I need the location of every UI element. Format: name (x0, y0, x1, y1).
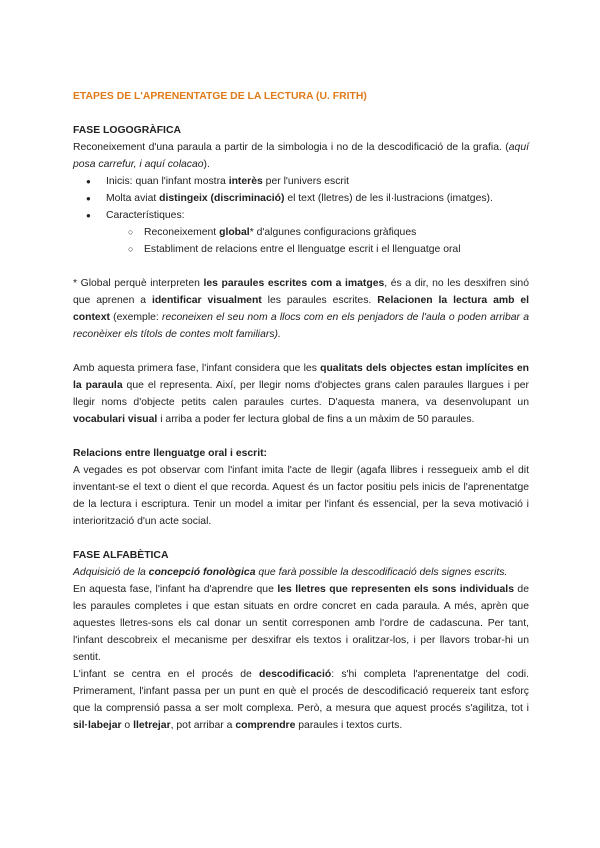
italic-intro (73, 564, 529, 581)
text: les paraules escrites. (261, 295, 378, 306)
text: Inicis: quan l'infant mostra (106, 176, 229, 187)
bold-text: les lletres que representen els sons individuals (277, 584, 514, 595)
text: i arriba a poder fer lectura global de fins a un màxim de 50 paraules. (157, 414, 475, 425)
bold-text: qualitats dels objectes estan implícites en la paraula (73, 363, 529, 391)
bold-italic-text: concepció fonològica (148, 567, 256, 578)
example-text: aquí posa carrefur, i aquí colacao (73, 142, 529, 170)
bold-text: lletrejar (133, 720, 171, 731)
text: , és a dir, no les desxifren sinó que aprenen a (73, 278, 529, 306)
bold-text: sil·labejar (73, 720, 122, 731)
text: L'infant se centra en el procés de (73, 669, 260, 680)
paragraph (73, 581, 529, 666)
text: que el representa. Així, per llegir noms d'objectes grans calen paraules llargues i per llegir noms d'objecte petits calen paraules curtes. D'aquesta manera, va desenvolupant un (73, 380, 529, 408)
bold-text: les paraules escrites com a imatges (203, 278, 385, 289)
bold-text: comprendre (235, 720, 296, 731)
bold-text: Relacionen la lectura amb el context (73, 295, 529, 323)
bold-text: identificar visualment (151, 295, 262, 306)
paragraph (73, 139, 529, 173)
bold-text: vocabulari visual (73, 414, 158, 425)
document-page (73, 88, 529, 734)
text: Molta aviat (106, 193, 160, 204)
text: paraules i textos curts. (295, 720, 403, 731)
text: o (121, 720, 134, 731)
list-item: ● Característiques: (73, 207, 529, 224)
paragraph (73, 360, 529, 428)
paragraph: A vegades es pot observar com l'infant imita l'acte de llegir (agafa llibres i ressegueix amb el dit inventant-se el text o dient el que recorda. Aquest és un factor positiu pels inicis de l'aprenentatge de la lectura i escriptura. Tenir un model a imitar per l'infant és essencial, per la seva motivació i interiorització d'un acte social. (73, 465, 529, 527)
text: * Global perquè interpreten (73, 278, 204, 289)
list-item (73, 173, 529, 190)
text: ( (505, 142, 509, 153)
document-title: ETAPES DE L'APRENENTATGE DE LA LECTURA (U. FRITH) (73, 91, 367, 102)
text: En aquesta fase, l'infant ha d'aprendre que (73, 584, 278, 595)
bold-text: distingeix (discriminació) (159, 193, 285, 204)
list-item (73, 190, 529, 207)
section-heading-alfabetica: FASE ALFABÈTICA (73, 550, 169, 561)
text: Reconeixement d'una paraula a partir de la simbologia i no de la descodificació de la grafia. (73, 142, 502, 153)
footnote-paragraph (73, 275, 529, 343)
section-heading-relacions: Relacions entre llenguatge oral i escrit: (73, 448, 268, 459)
italic-text: reconeixen el seu nom a llocs com en els penjadors de l'aula o poden arribar a reconèixer els títols de contes molt familiars). (73, 312, 529, 340)
text: , pot arribar a (170, 720, 236, 731)
text: : s'hi completa l'aprenentatge del codi. Primerament, l'infant passa per un punt en què el procés de descodificació requereix tant esforç que la comprensió passa a ser molt complexa. Però, a mesura que aquest procés s'agilitza, tot i (73, 669, 529, 714)
italic-text: Adquisició de la (73, 567, 149, 578)
bullet-list (73, 173, 529, 258)
text: (exemple: (109, 312, 163, 323)
text: de les paraules completes i que estan situats en ordre concret en cada paraula. A més, aprèn que aquestes lletres-sons els cal donar un sentit corresponen amb l'ordre de cadascuna. Per tant, l'infant descobreix el mecanisme per desxifrar els textos i oralitzar-los, i per llavors trobar-hi un sentit. (73, 584, 529, 663)
text: Reconeixement (144, 227, 220, 238)
text: Amb aquesta primera fase, l'infant considera que les (73, 363, 321, 374)
text: per l'univers escrit (262, 176, 350, 187)
section-heading-logografica: FASE LOGOGRÀFICA (73, 125, 181, 136)
bold-text: global (219, 227, 250, 238)
bold-text: interès (228, 176, 263, 187)
paragraph (73, 666, 529, 734)
text: * d'algunes configuracions gràfiques (249, 227, 417, 238)
bold-text: descodificació (259, 669, 332, 680)
italic-text: que farà possible la descodificació dels signes escrits. (255, 567, 508, 578)
sub-list-item: ○ Establiment de relacions entre el llenguatge escrit i el llenguatge oral (73, 241, 529, 258)
sub-list-item (73, 224, 529, 241)
text: el text (lletres) de les il·lustracions (imatges). (284, 193, 493, 204)
text: ). (203, 159, 210, 170)
